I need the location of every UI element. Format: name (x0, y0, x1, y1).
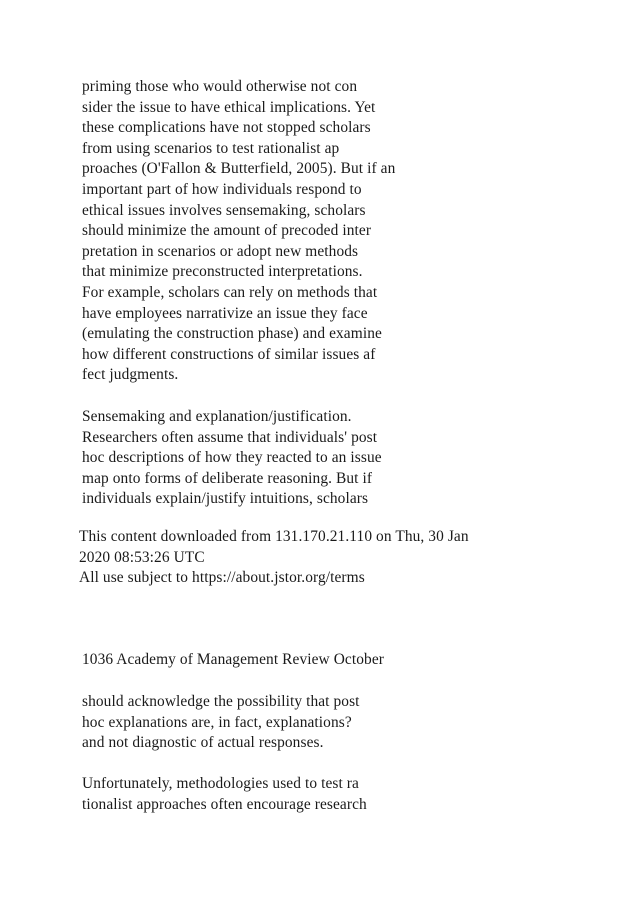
download-notice (79, 527, 469, 589)
download-notice-line: 2020 08:53:26 UTC (79, 548, 205, 566)
body-paragraph-4 (82, 774, 367, 815)
text-line: (emulating the construction phase) and examine (82, 325, 382, 343)
terms-notice-line: All use subject to https://about.jstor.org/terms (79, 569, 365, 587)
text-line: tionalist approaches often encourage research (82, 795, 367, 813)
body-paragraph-1 (82, 77, 395, 386)
download-notice-line: This content downloaded from 131.170.21.110 on Thu, 30 Jan (79, 528, 469, 545)
body-paragraph-2 (82, 407, 382, 510)
text-line: important part of how individuals respond to (82, 180, 362, 198)
text-line: and not diagnostic of actual responses. (82, 734, 324, 752)
text-line: sider the issue to have ethical implications. Yet (82, 98, 376, 116)
text-line: Unfortunately, methodologies used to test ra (82, 775, 359, 792)
text-line: have employees narrativize an issue they face (82, 304, 368, 322)
text-line: hoc explanations are, in fact, explanations? (82, 713, 352, 731)
body-paragraph-3 (82, 692, 360, 754)
text-line: For example, scholars can rely on methods that (82, 283, 378, 301)
text-line: how different constructions of similar issues af (82, 345, 376, 363)
text-line: should acknowledge the possibility that post (82, 693, 360, 710)
text-line: Researchers often assume that individuals' post (82, 428, 378, 446)
text-line: proaches (O'Fallon & Butterfield, 2005). But if an (82, 160, 396, 178)
text-line: hoc descriptions of how they reacted to an issue (82, 449, 382, 467)
text-line: Sensemaking and explanation/justification. (82, 408, 352, 425)
text-line: these complications have not stopped scholars (82, 119, 371, 137)
text-line: should minimize the amount of precoded inter (82, 222, 372, 240)
running-header (82, 650, 384, 671)
text-line: individuals explain/justify intuitions, scholars (82, 490, 369, 508)
text-line: ethical issues involves sensemaking, scholars (82, 201, 366, 219)
running-header-text: 1036 Academy of Management Review October (82, 651, 384, 668)
text-line: fect judgments. (82, 366, 179, 384)
text-line: map onto forms of deliberate reasoning. But if (82, 469, 373, 487)
text-line: that minimize preconstructed interpretations. (82, 263, 363, 281)
text-line: from using scenarios to test rationalist ap (82, 139, 340, 157)
text-line: pretation in scenarios or adopt new methods (82, 242, 359, 260)
text-line: priming those who would otherwise not con (82, 78, 358, 95)
